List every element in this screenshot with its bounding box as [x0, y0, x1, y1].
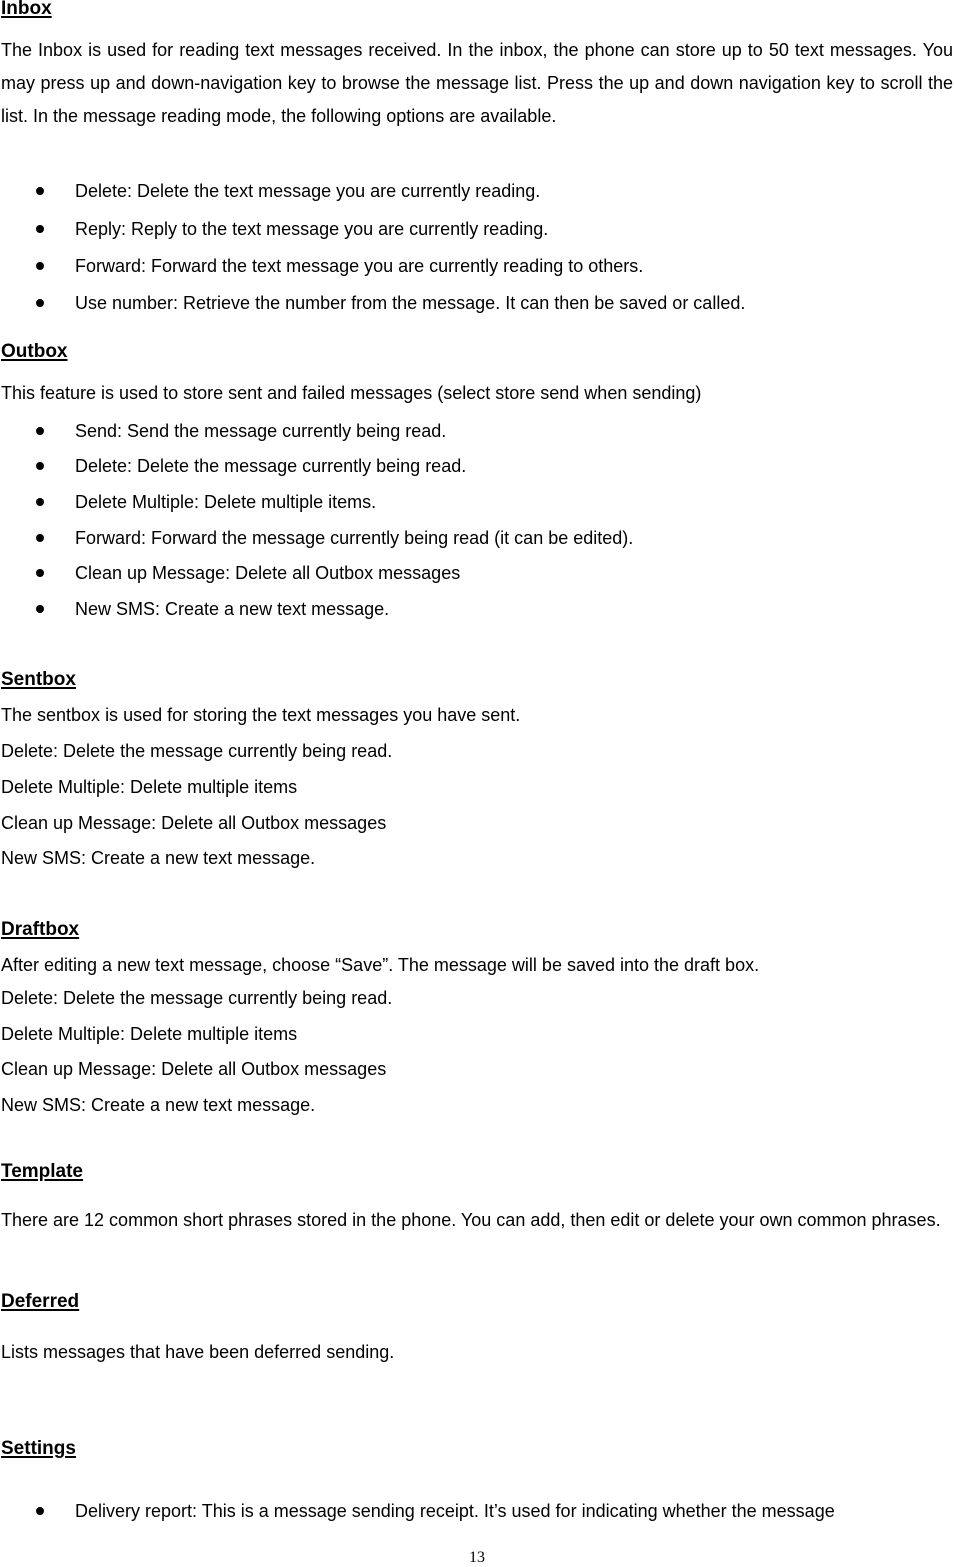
draftbox-line: New SMS: Create a new text message. — [1, 1095, 316, 1115]
deferred-heading: Deferred — [1, 1291, 80, 1312]
inbox-intro: The Inbox is used for reading text messages received. In the inbox, the phone can store up to 50 text messages. You may press up and down-navigation key to browse the message list. Press the up and down navigation key to scroll the list. In the message reading mode, the following options are available. — [1, 40, 953, 126]
draftbox-line: Clean up Message: Delete all Outbox messages — [1, 1059, 387, 1079]
outbox-intro: This feature is used to store sent and failed messages (select store send when sending) — [1, 383, 702, 403]
bullet-icon — [36, 262, 44, 270]
draftbox-line: Delete: Delete the message currently being read. — [1, 988, 393, 1008]
bullet-icon — [36, 534, 44, 542]
template-text: There are 12 common short phrases stored in the phone. You can add, then edit or delete your own common phrases. — [1, 1210, 941, 1230]
bullet-icon — [36, 462, 44, 470]
draftbox-line: After editing a new text message, choose “Save”. The message will be saved into the draft box. — [1, 955, 760, 975]
draftbox-line: Delete Multiple: Delete multiple items — [1, 1024, 298, 1044]
bullet-icon — [36, 187, 44, 195]
bullet-icon — [36, 225, 44, 233]
bullet-icon — [36, 427, 44, 435]
bullet-icon — [36, 299, 44, 307]
bullet-icon — [36, 1507, 44, 1515]
template-heading: Template — [1, 1161, 84, 1182]
sentbox-heading: Sentbox — [1, 669, 76, 690]
manual-page: Inbox The Inbox is used for reading text messages received. In the inbox, the phone can store up to 50 text messages. You may press up and down-navigation key to browse the message list. Press the up and down navigation key to scroll the list. In the message reading mode, the following options are available. Delete: Delete the text message you are currently reading. Reply: Reply to the text message you are currently reading. Forward: Forward the text message you are currently reading to others. Use number: Retrieve the number from the message. It can then be saved or called. Outbox This feature is used to store sent and failed messages (select store send when sending) Send: Send the message currently being read. Delete: Delete the message currently being read. Delete Multiple: Delete multiple items. Forward: Forward the message currently being read (it can be edited). Clean up Message: Delete all Outbox messages New SMS: Create a new text message. Sentbox The sentbox is used for storing the text messages you have sent. Delete: Delete the message currently being read. Delete Multiple: Delete multiple items Clean up Message: Delete all Outbox messages New SMS: Create a new text message. Draftbox After editing a new text message, choose “Save”. The message will be saved into the draft box. Delete: Delete the message currently being read. Delete Multiple: Delete multiple items Clean up Message: Delete all Outbox messages New SMS: Create a new text message. Template There are 12 common short phrases stored in the phone. You can add, then edit or delete your own common phrases. Deferred Lists messages that have been deferred sending. Settings Delivery report: This is a message sending receipt. It’s used for indicating whether the message 13 — [1, 0, 953, 1566]
sentbox-line: Delete: Delete the message currently being read. — [1, 741, 393, 761]
settings-heading: Settings — [1, 1438, 76, 1459]
sentbox-line: New SMS: Create a new text message. — [1, 848, 316, 868]
bullet-icon — [36, 605, 44, 613]
page-number: 13 — [469, 1549, 485, 1566]
bullet-icon — [36, 498, 44, 506]
inbox-heading: Inbox — [1, 0, 52, 19]
sentbox-line: Clean up Message: Delete all Outbox messages — [1, 813, 387, 833]
outbox-heading: Outbox — [1, 341, 68, 362]
deferred-text: Lists messages that have been deferred sending. — [1, 1342, 395, 1362]
draftbox-heading: Draftbox — [1, 919, 80, 940]
sentbox-line: The sentbox is used for storing the text messages you have sent. — [1, 705, 521, 725]
sentbox-line: Delete Multiple: Delete multiple items — [1, 777, 298, 797]
bullet-icon — [36, 569, 44, 577]
